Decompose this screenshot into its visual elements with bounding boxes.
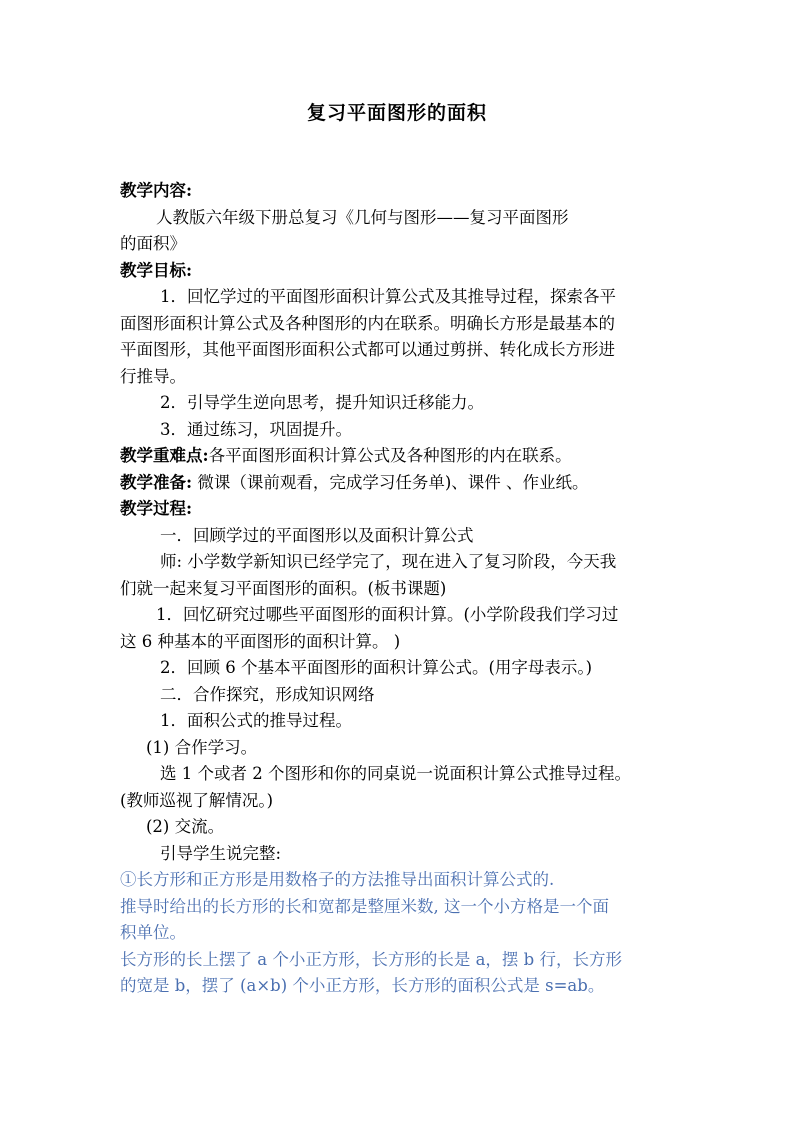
paragraph-line: 1．回忆学过的平面图形面积计算公式及其推导过程，探索各平 (160, 287, 616, 306)
paragraph-line: 3．通过练习，巩固提升。 (160, 419, 352, 439)
paragraph-line: 面图形面积计算公式及各种图形的内在联系。明确长方形是最基本的 (120, 313, 615, 333)
paragraph-line: 1．回忆研究过哪些平面图形的面积计算。(小学阶段我们学习过 (156, 605, 619, 624)
paragraph-line: 选 1 个或者 2 个图形和你的同桌说一说面积计算公式推导过程。 (160, 764, 631, 783)
heading-teaching-goals: 教学目标: (120, 260, 193, 280)
section-heading: 一．回顾学过的平面图形以及面积计算公式 (160, 525, 474, 545)
preparation-label: 教学准备: (120, 472, 193, 492)
document-title: 复习平面图形的面积 (306, 102, 487, 124)
heading-teaching-content: 教学内容: (120, 181, 193, 200)
paragraph-line: 人教版六年级下册总复习《几何与图形——复习平面图形 (156, 207, 569, 227)
key-difficulty-text: 各平面图形面积计算公式及各种图形的内在联系。 (208, 446, 572, 465)
key-difficulty-line (120, 443, 680, 470)
paragraph-line: 2．引导学生逆向思考，提升知识迁移能力。 (160, 393, 484, 412)
preparation-line (120, 470, 680, 497)
blue-note-line: 积单位。 (120, 923, 186, 942)
paragraph-line: 1．面积公式的推导过程。 (160, 711, 352, 730)
paragraph-line: (教师巡视了解情况。) (120, 790, 274, 810)
paragraph-line: (1) 合作学习。 (146, 737, 258, 757)
paragraph-line: (2) 交流。 (146, 817, 225, 836)
paragraph-line: 行推导。 (120, 366, 186, 386)
document-body (120, 178, 680, 1000)
heading-teaching-process: 教学过程: (120, 499, 193, 518)
section-heading: 二．合作探究，形成知识网络 (160, 684, 375, 704)
paragraph-line: 引导学生说完整: (160, 843, 282, 863)
blue-note-line: 推导时给出的长方形的长和宽都是整厘米数, 这一个小方格是一个面 (120, 896, 609, 916)
paragraph-line: 2．回顾 6 个基本平面图形的面积计算公式。(用字母表示。) (160, 658, 593, 677)
paragraph-line: 平面图形，其他平面图形面积公式都可以通过剪拼、转化成长方形进 (120, 340, 615, 359)
blue-note-line: 长方形的长上摆了 a 个小正方形，长方形的长是 a，摆 b 行，长方形 (120, 949, 622, 969)
paragraph-line: 们就一起来复习平面图形的面积。(板书课题) (120, 578, 447, 598)
paragraph-line: 的面积》 (120, 234, 186, 253)
blue-note-line: 的宽是 b，摆了 (a×b) 个小正方形，长方形的面积公式是 s=ab。 (120, 976, 605, 995)
paragraph-line: 师: 小学数学新知识已经学完了，现在进入了复习阶段，今天我 (160, 552, 617, 571)
key-difficulty-label: 教学重难点: (120, 446, 209, 465)
preparation-text: 微课（课前观看，完成学习任务单)、课件 、作业纸。 (192, 472, 589, 492)
paragraph-line: 这 6 种基本的平面图形的面积计算。 ) (120, 631, 401, 651)
blue-note-line: ①长方形和正方形是用数格子的方法推导出面积计算公式的. (120, 870, 555, 889)
